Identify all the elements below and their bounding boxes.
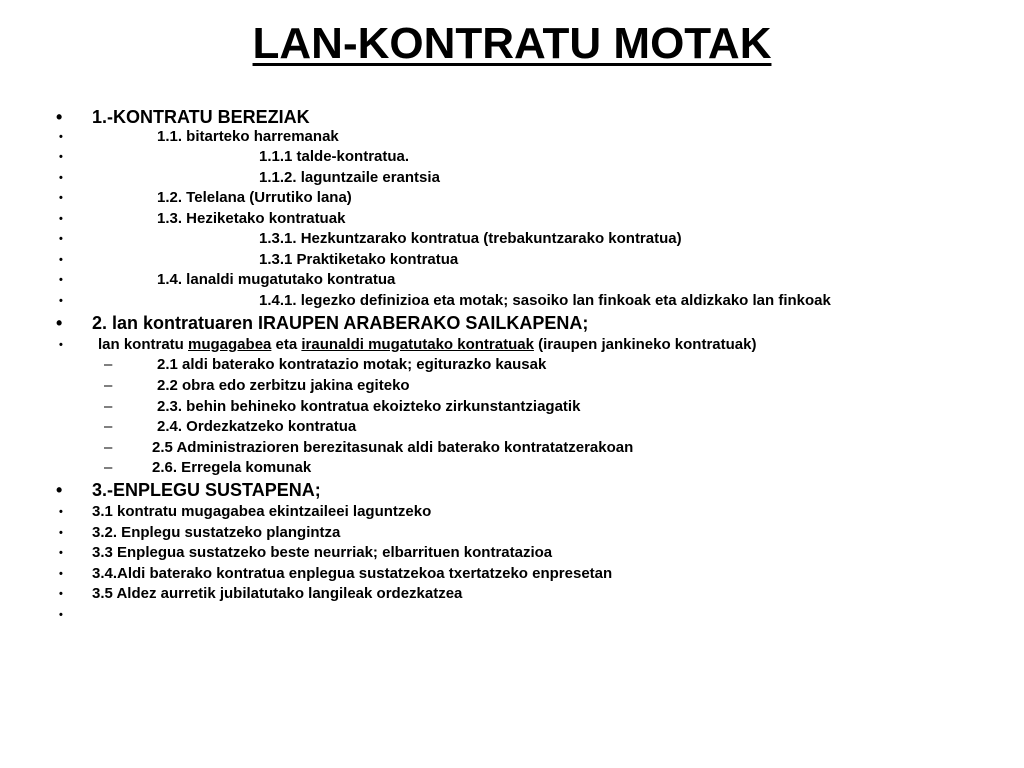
list-item-text: 1.-KONTRATU BEREZIAK [92,107,310,127]
bullet-glyph: • [59,192,63,204]
list-item-text: 3.1 kontratu mugagabea ekintzaileei laguntzeko [92,503,432,520]
list-item-text: 2.5 Administrazioren berezitasunak aldi baterako kontratatzerakoan [152,439,634,456]
bullet-glyph: • [56,313,63,333]
bullet-glyph: • [59,588,63,600]
list-item-text: 2. lan kontratuaren IRAUPEN ARABERAKO SAILKAPENA; [92,313,589,333]
list-item-text: 2.3. behin behineko kontratua ekoizteko zirkunstantziagatik [157,398,581,415]
bullet-glyph: • [56,480,63,500]
bullet-glyph: • [59,547,63,559]
bullet-glyph: • [59,339,63,351]
bullet-glyph: • [59,274,63,286]
list-item-text: 1.1.1 talde-kontratua. [259,148,410,165]
bullet-glyph: • [59,568,63,580]
list-item-text: 3.4.Aldi baterako kontratua enplegua sustatzekoa txertatzeko enpresetan [92,565,613,582]
list-item-text: 1.2. Telelana (Urrutiko lana) [157,189,352,206]
bullet-glyph: • [56,107,63,127]
list-item-text: 2.1 aldi baterako kontratazio motak; egiturazko kausak [157,356,547,373]
list-item-text: 3.3 Enplegua sustatzeko beste neurriak; elbarrituen kontratazioa [92,544,553,561]
bullet-glyph: • [59,527,63,539]
list-item-text: 1.1.2. laguntzaile erantsia [259,169,440,186]
list-item-text: 1.3.1. Hezkuntzarako kontratua (trebakuntzarako kontratua) [259,230,682,247]
list-item-text: 1.3.1 Praktiketako kontratua [259,251,459,268]
list-item-text: 2.4. Ordezkatzeko kontratua [157,418,357,435]
list-item-text: 1.3. Heziketako kontratuak [157,210,346,227]
underlined-term-mugagabea: mugagabea [188,336,272,353]
list-item-text: 3.-ENPLEGU SUSTAPENA; [92,480,321,500]
bullet-glyph: • [59,295,63,307]
bullet-glyph: • [59,213,63,225]
slide-title-text: LAN-KONTRATU MOTAK [252,19,772,68]
list-item-text: 2.2 obra edo zerbitzu jakina egiteko [157,377,410,394]
dash-glyph: – [104,377,113,394]
bullet-glyph: • [59,131,63,143]
list-item-text: 1.1. bitarteko harremanak [157,128,339,145]
underlined-term-iraunaldi: iraunaldi mugatutako kontratuak [301,336,534,353]
dash-glyph: – [104,356,113,373]
bullet-glyph: • [59,151,63,163]
bullet-glyph: • [59,609,63,621]
text-part: eta [271,336,302,353]
list-item-text: 1.4. lanaldi mugatutako kontratua [157,271,396,288]
text-part: (iraupen jankineko kontratuak) [533,336,757,353]
text-part: lan kontratu [98,336,189,353]
list-item-text: 1.4.1. legezko definizioa eta motak; sasoiko lan finkoak eta aldizkako lan finkoak [259,292,831,309]
list-item-text: 3.5 Aldez aurretik jubilatutako langileak ordezkatzea [92,585,463,602]
dash-glyph: – [104,418,113,435]
bullet-glyph: • [59,233,63,245]
list-item-text: 2.6. Erregela komunak [152,459,312,476]
bullet-glyph: • [59,172,63,184]
bullet-glyph: • [59,506,63,518]
dash-glyph: – [104,439,113,456]
list-item-text [98,335,756,355]
dash-glyph: – [104,398,113,415]
dash-glyph: – [104,459,113,476]
bullet-glyph: • [59,254,63,266]
list-item-text: 3.2. Enplegu sustatzeko plangintza [92,524,341,541]
